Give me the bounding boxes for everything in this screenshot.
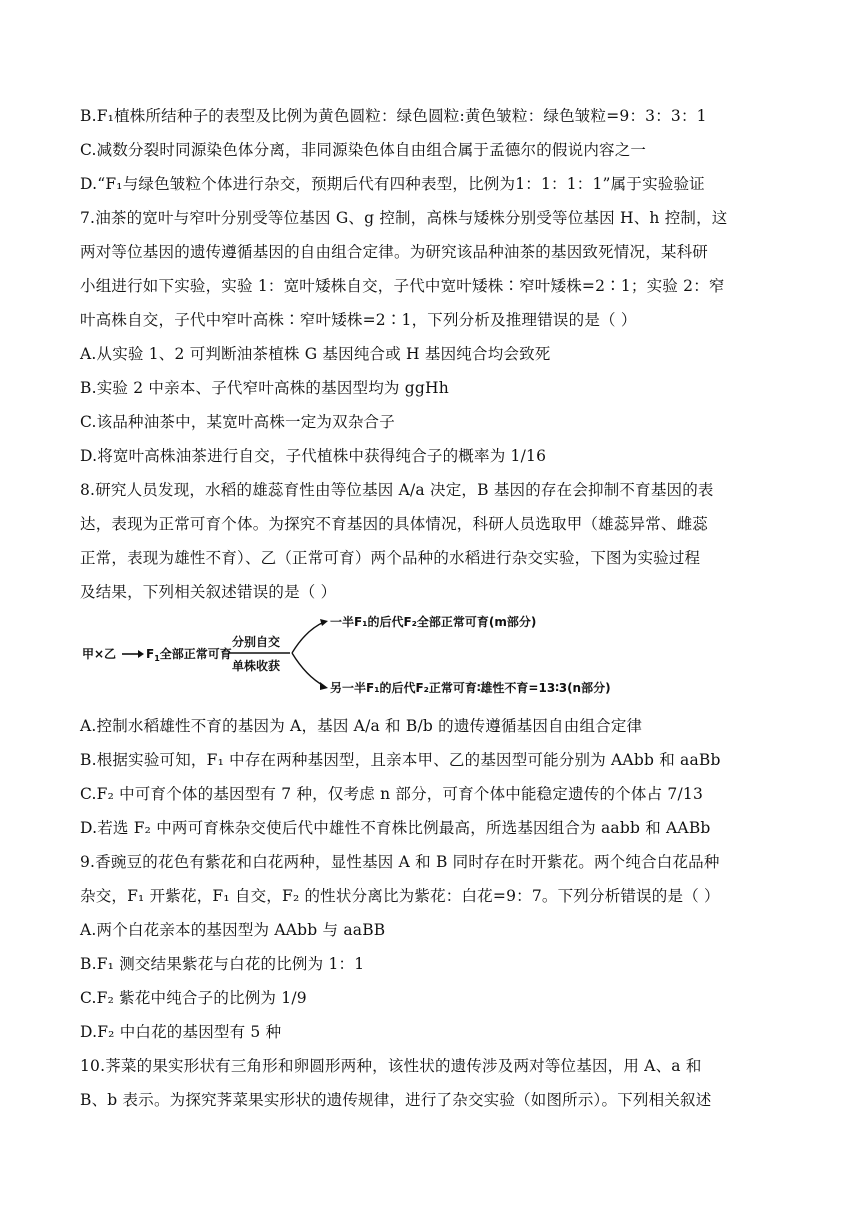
option-7c: C.该品种油茶中，某宽叶高株一定为双杂合子 [80,413,395,431]
branch-up-line [292,622,324,653]
question-10-line-1: 10.荠菜的果实形状有三角形和卵圆形两种，该性状的遗传涉及两对等位基因，用 A、a 和 [80,1057,702,1075]
option-6d: D.“F₁与绿色皱粒个体进行杂交，预期后代有四种表型，比例为1：1：1：1”属于实验验证 [80,175,705,193]
question-9-line-1: 9.香豌豆的花色有紫花和白花两种，显性基因 A 和 B 同时存在时开紫花。两个纯合白花品种 [80,853,720,871]
diagram-branch-m: 一半F₁的后代F₂全部正常可育(m部分) [330,615,537,629]
question-8-line-2: 达，表现为正常可育个体。为探究不育基因的具体情况，科研人员选取甲（雄蕊异常、雌蕊 [80,515,709,533]
diagram-harvest: 单株收获 [232,659,281,673]
option-7d: D.将宽叶高株油茶进行自交，子代植株中获得纯合子的概率为 1/16 [80,447,547,465]
cross-diagram [80,610,640,702]
option-8a: A.控制水稻雄性不育的基因为 A，基因 A/a 和 B/b 的遗传遵循基因自由组合定律 [80,717,643,735]
question-8-line-1: 8.研究人员发现，水稻的雄蕊育性由等位基因 A/a 决定，B 基因的存在会抑制不育基因的表 [80,481,714,499]
option-7a: A.从实验 1、2 可判断油茶植株 G 基因纯合或 H 基因纯合均会致死 [80,345,551,363]
arrow-head [138,650,144,658]
option-9c: C.F₂ 紫花中纯合子的比例为 1/9 [80,989,307,1007]
question-8-line-4: 及结果，下列相关叙述错误的是（ ） [80,583,337,601]
option-9b: B.F₁ 测交结果紫花与白花的比例为 1：1 [80,955,365,973]
branch-up-arrowhead [320,619,328,626]
question-9-line-2: 杂交，F₁ 开紫花，F₁ 自交，F₂ 的性状分离比为紫花：白花=9：7。下列分析错误的是（ ） [80,887,720,905]
branch-down-line [292,653,324,686]
question-7-line-3: 小组进行如下实验，实验 1：宽叶矮株自交，子代中宽叶矮株∶窄叶矮株=2∶1；实验 2：窄 [80,277,725,295]
diagram-self-cross: 分别自交 [232,635,281,649]
option-8c: C.F₂ 中可育个体的基因型有 7 种，仅考虑 n 部分，可育个体中能稳定遗传的个体占 7/13 [80,785,704,803]
option-8b: B.根据实验可知，F₁ 中存在两种基因型，且亲本甲、乙的基因型可能分别为 AAbb 和 aaBb [80,751,721,769]
question-7-line-4: 叶高株自交，子代中窄叶高株∶窄叶矮株=2∶1，下列分析及推理错误的是（ ） [80,311,637,329]
diagram-f1: $F_1$全部正常可育 [146,647,232,663]
diagram-parents: 甲×乙 [82,647,117,661]
question-7-line-2: 两对等位基因的遗传遵循基因的自由组合定律。为研究该品种油茶的基因致死情况，某科研 [80,243,709,261]
question-7-line-1: 7.油茶的宽叶与窄叶分别受等位基因 G、g 控制，高株与矮株分别受等位基因 H、h 控制，这 [80,209,728,227]
branch-down-arrowhead [320,682,328,690]
option-9a: A.两个白花亲本的基因型为 AAbb 与 aaBB [80,921,386,939]
option-8d: D.若选 F₂ 中两可育株杂交使后代中雄性不育株比例最高，所选基因组合为 aabb 和 AABb [80,819,711,837]
option-9d: D.F₂ 中白花的基因型有 5 种 [80,1023,282,1041]
diagram-branch-n: 另一半F₁的后代F₂正常可育∶雄性不育=13∶3(n部分) [330,681,611,695]
option-6c: C.减数分裂时同源染色体分离，非同源染色体自由组合属于孟德尔的假说内容之一 [80,141,647,159]
question-8-line-3: 正常，表现为雄性不育）、乙（正常可育）两个品种的水稻进行杂交实验，下图为实验过程 [80,549,701,567]
option-7b: B.实验 2 中亲本、子代窄叶高株的基因型均为 ggHh [80,379,449,397]
option-6b: B.F₁植株所结种子的表型及比例为黄色圆粒：绿色圆粒:黄色皱粒：绿色皱粒=9：3：3：1 [80,107,707,125]
question-10-line-2: B、b 表示。为探究荠菜果实形状的遗传规律，进行了杂交实验（如图所示）。下列相关叙述 [80,1091,712,1109]
